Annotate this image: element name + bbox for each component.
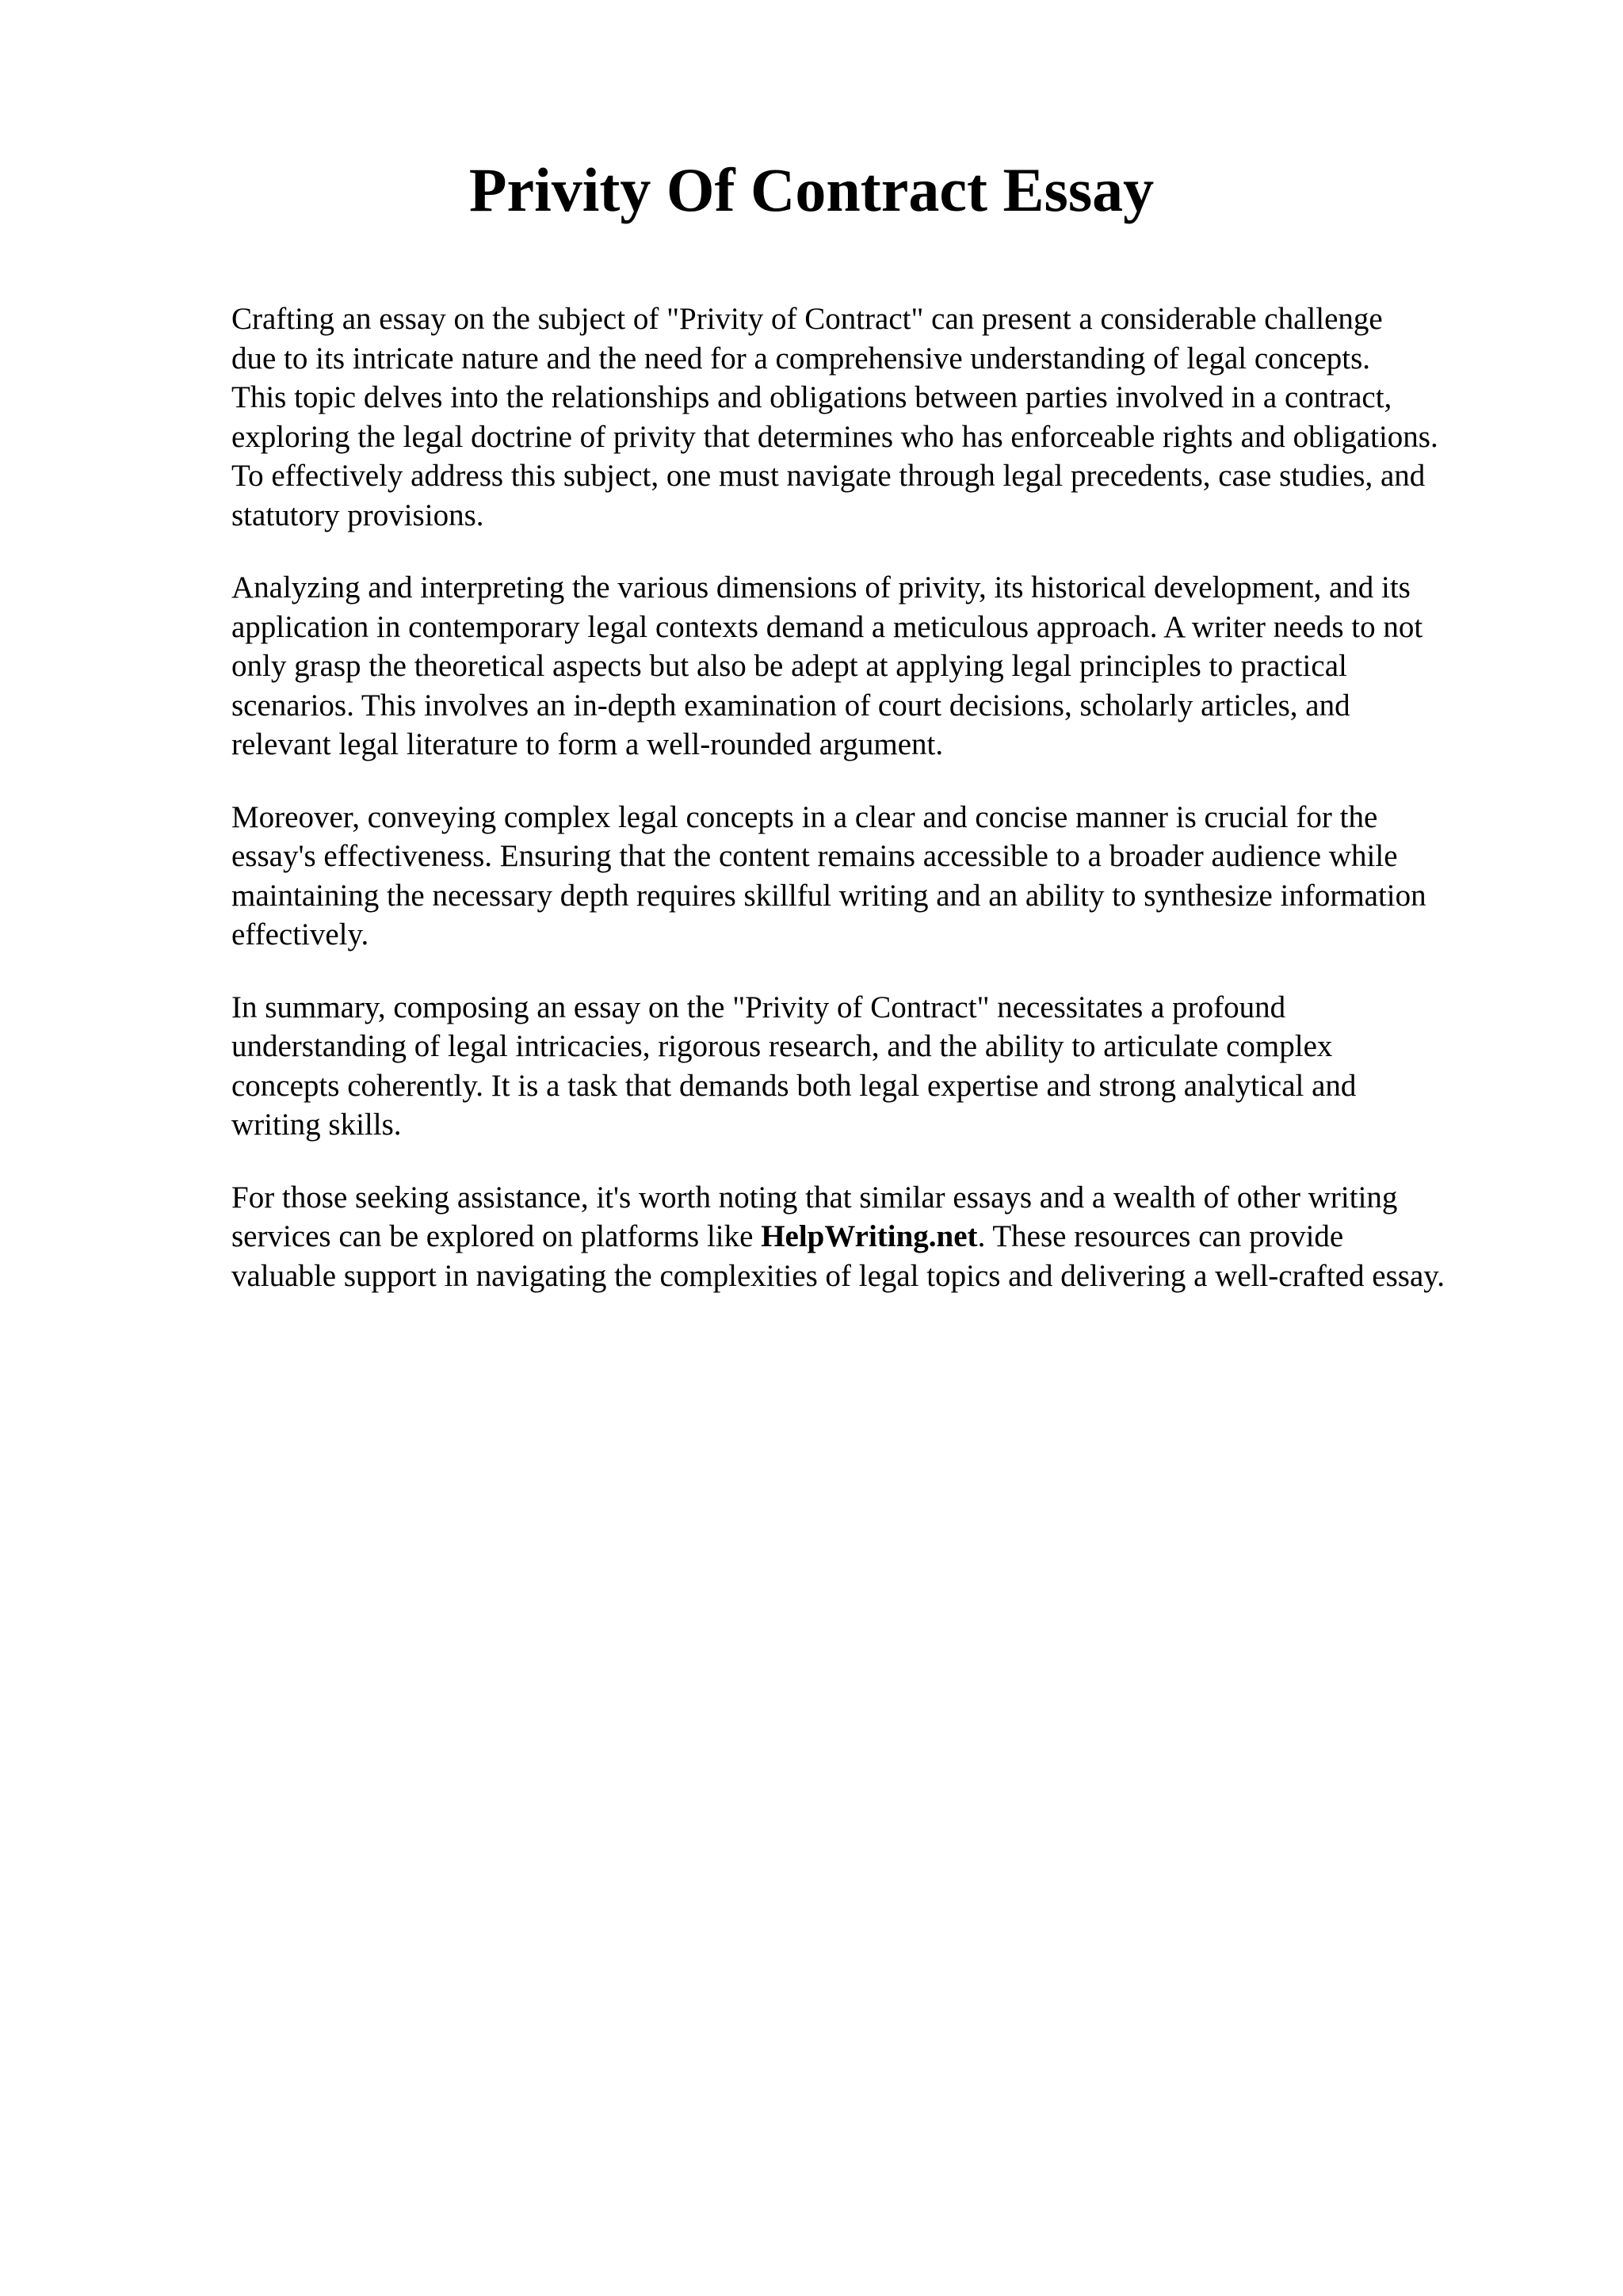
paragraph-line: writing skills. xyxy=(231,1108,402,1142)
paragraph-line: essay's effectiveness. Ensuring that the content remains accessible to a broader audience while xyxy=(231,839,1398,873)
paragraph-line: only grasp the theoretical aspects but also be adept at applying legal principles to practical xyxy=(231,649,1347,683)
paragraph-line: Analyzing and interpreting the various dimensions of privity, its historical development, and its xyxy=(231,570,1411,605)
brand-name: HelpWriting.net xyxy=(761,1219,978,1253)
paragraph-line: This topic delves into the relationships and obligations between parties involved in a contract, xyxy=(231,380,1392,414)
paragraph-1 xyxy=(231,299,1579,535)
paragraph-line: statutory provisions. xyxy=(231,498,484,532)
paragraph-line: valuable support in navigating the complexities of legal topics and delivering a well-crafted essay. xyxy=(231,1258,1445,1293)
paragraph-3 xyxy=(231,798,1579,955)
paragraph-4 xyxy=(231,988,1579,1145)
paragraph-line: due to its intricate nature and the need for a comprehensive understanding of legal concepts. xyxy=(231,341,1371,376)
paragraph-line: exploring the legal doctrine of privity that determines who has enforceable rights and obligations. xyxy=(231,419,1438,454)
paragraph-line: Crafting an essay on the subject of "Privity of Contract" can present a considerable challenge xyxy=(231,302,1383,336)
closing-text-after-brand: . These resources can provide xyxy=(977,1219,1344,1253)
paragraph-line: understanding of legal intricacies, rigorous research, and the ability to articulate complex xyxy=(231,1029,1333,1063)
paragraph-line: application in contemporary legal contexts demand a meticulous approach. A writer needs to not xyxy=(231,609,1423,644)
paragraph-line: In summary, composing an essay on the "Privity of Contract" necessitates a profound xyxy=(231,990,1286,1024)
paragraph-2 xyxy=(231,568,1579,765)
paragraph-line xyxy=(231,1217,1579,1257)
paragraph-line: To effectively address this subject, one must navigate through legal precedents, case studies, and xyxy=(231,459,1426,493)
paragraph-line: concepts coherently. It is a task that demands both legal expertise and strong analytical and xyxy=(231,1068,1357,1103)
document-body xyxy=(231,299,1579,1329)
paragraph-line: For those seeking assistance, it's worth noting that similar essays and a wealth of other writing xyxy=(231,1180,1398,1215)
paragraph-line: effectively. xyxy=(231,917,369,952)
paragraph-closing xyxy=(231,1178,1579,1296)
document-title: Privity Of Contract Essay xyxy=(468,155,1155,224)
paragraph-line: scenarios. This involves an in-depth examination of court decisions, scholarly articles, and xyxy=(231,688,1350,723)
paragraph-line: relevant legal literature to form a well-rounded argument. xyxy=(231,727,944,761)
paragraph-line: Moreover, conveying complex legal concepts in a clear and concise manner is crucial for the xyxy=(231,799,1378,834)
paragraph-line: maintaining the necessary depth requires skillful writing and an ability to synthesize information xyxy=(231,878,1426,913)
closing-text-before-brand: services can be explored on platforms like xyxy=(231,1219,762,1253)
